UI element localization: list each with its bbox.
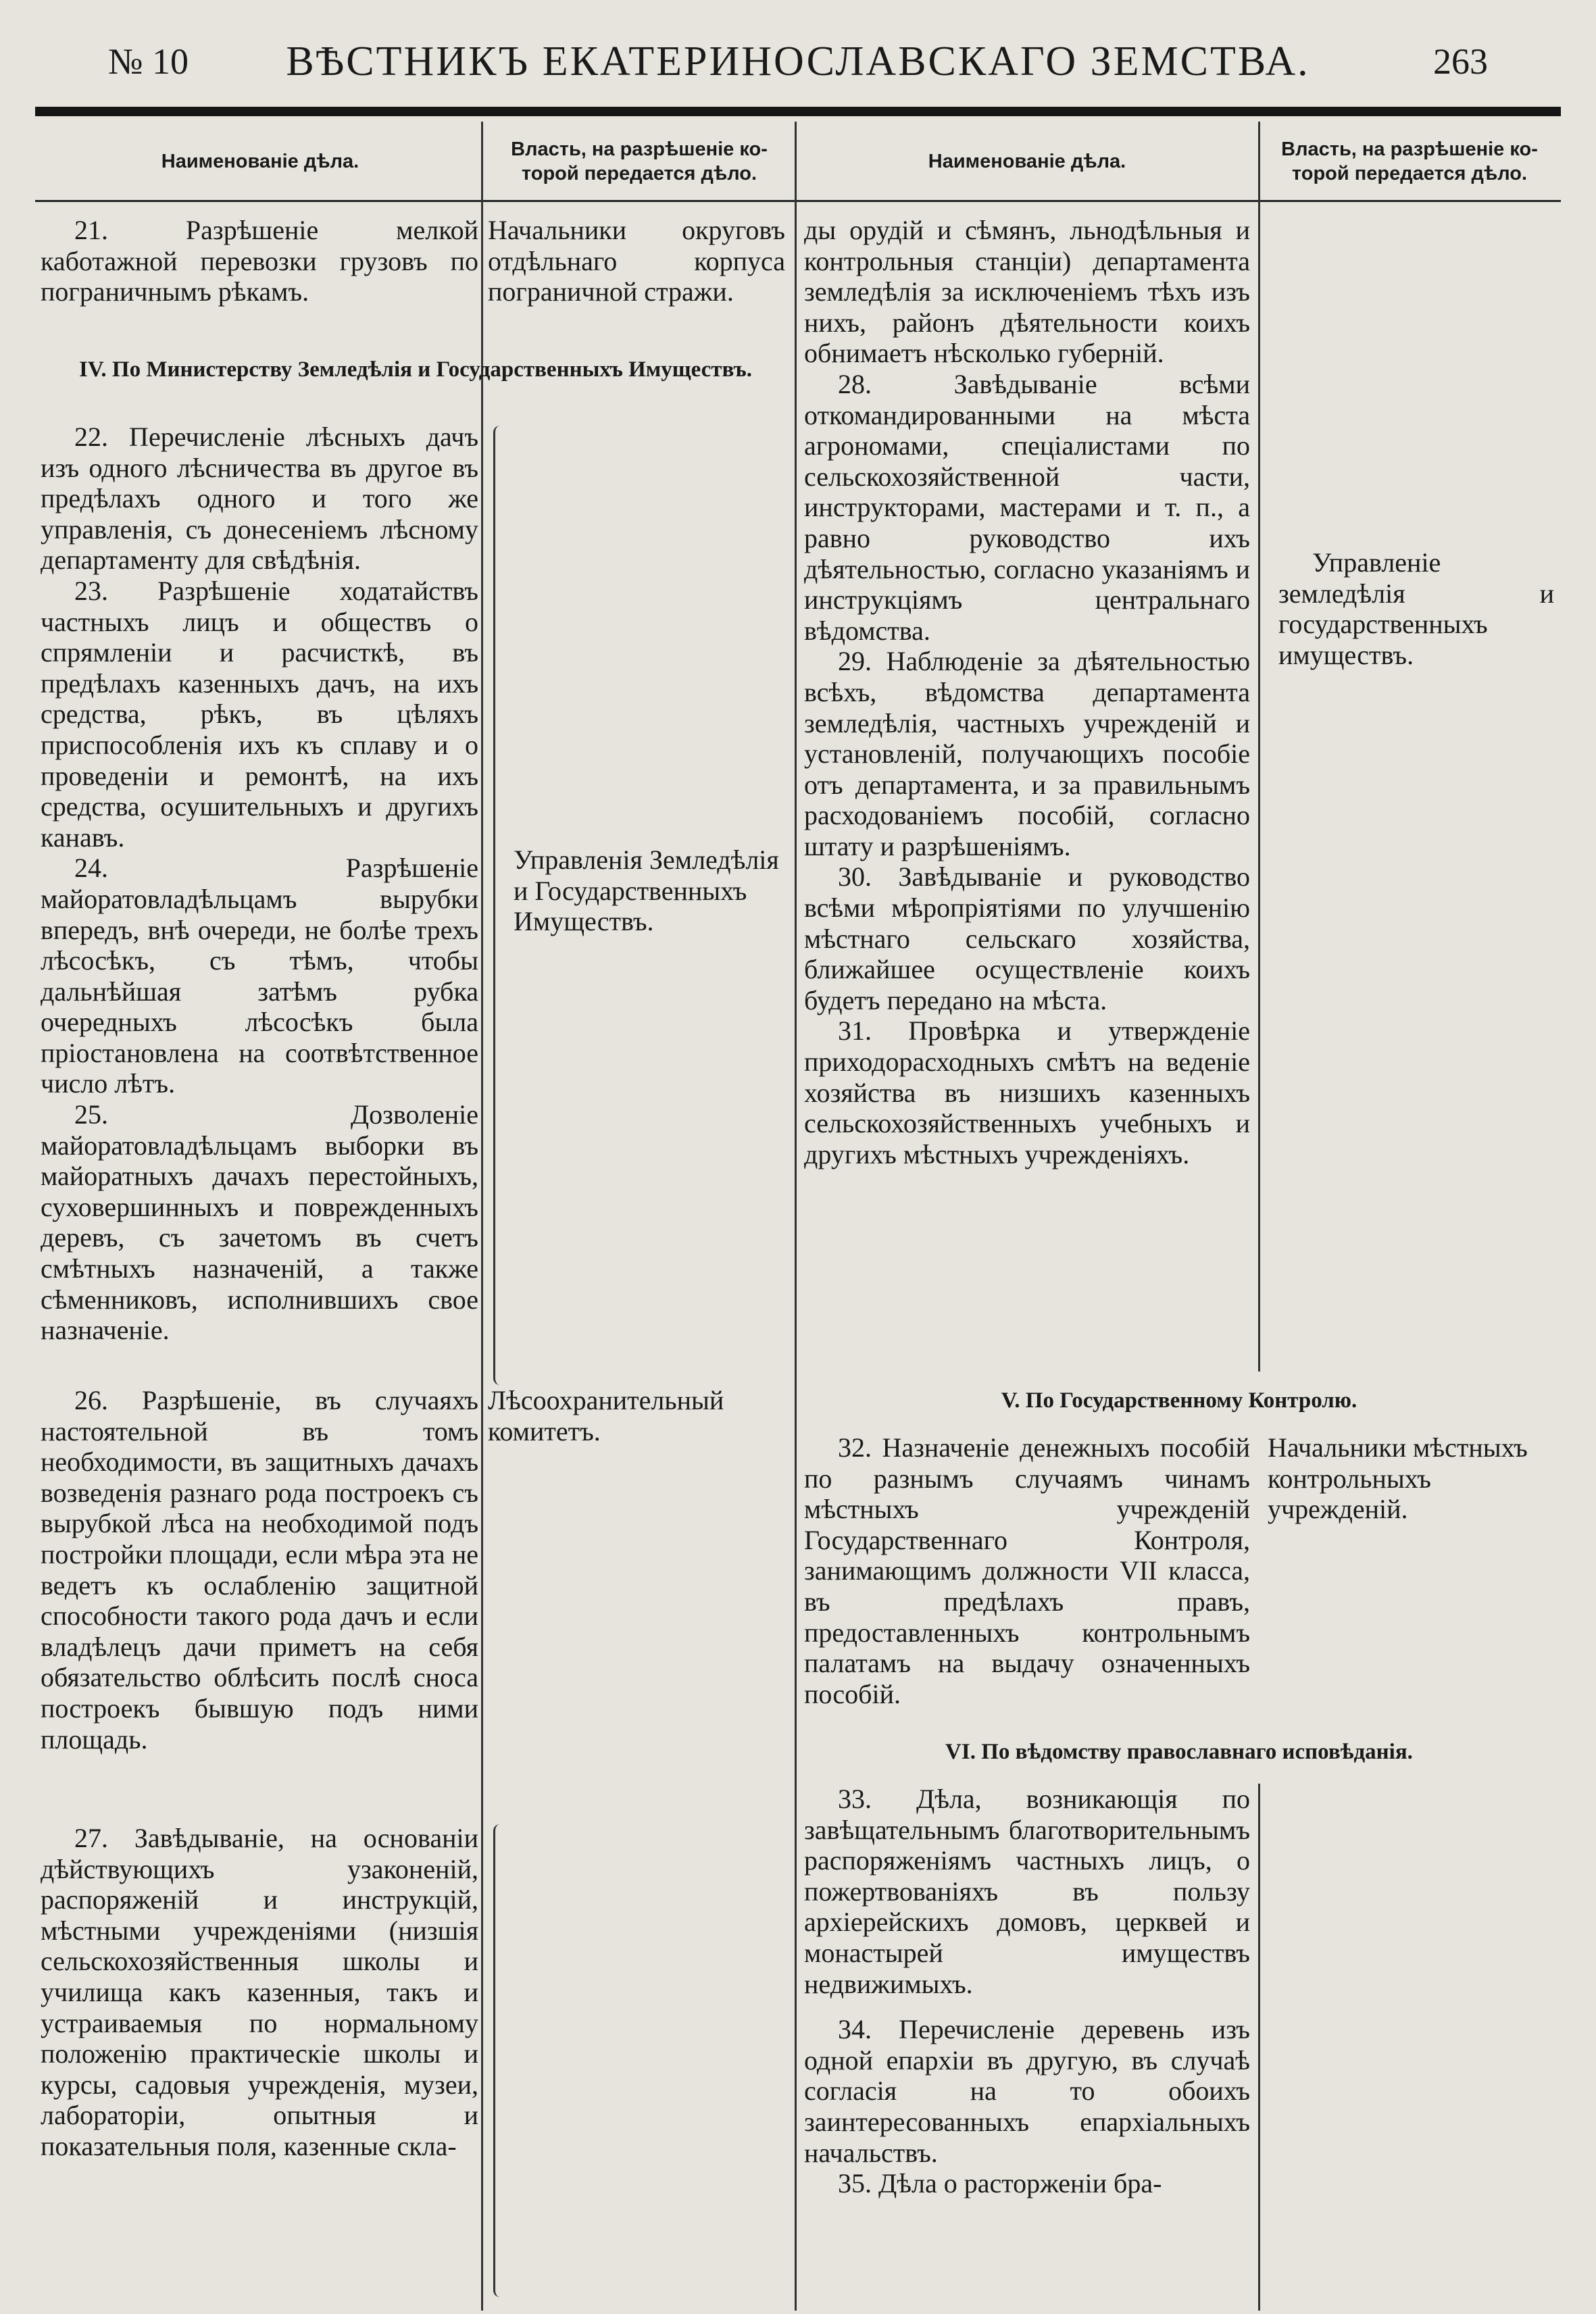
item-28: 28. Завѣдываніе всѣми откомандированными на мѣста агрономами, спеціалистами по сельскохозяйственной части, инструкторами, мастерами и т. п., а равно руководство ихъ дѣятельностью, согласно указаніямъ и инструкціямъ центральнаго вѣдомства. xyxy=(804,368,1250,646)
item-34: 34. Перечисленіе деревень изъ одной епархіи въ другую, въ случаѣ согласія на то обоихъ заинтересованныхъ епархіальныхъ начальствъ. xyxy=(804,2014,1250,2168)
right-column-divider-upper xyxy=(1258,122,1260,1372)
items-22-25 xyxy=(41,422,478,1346)
brace-22-25 xyxy=(493,426,505,1385)
item-32: 32. Назначеніе денежныхъ пособій по разнымъ случаямъ чинамъ мѣстныхъ учрежденій Государственнаго Контроля, занимающимъ должности VII класса, въ предѣлахъ правъ, предоставленныхъ контрольнымъ палатамъ на выдачу означенныхъ пособій. xyxy=(804,1432,1250,1709)
items-27-31-continued xyxy=(804,215,1250,1169)
authority-27-31: Управленіе земледѣлія и государственныхъ имуществъ. xyxy=(1278,547,1554,670)
journal-title: ВѢСТНИКЪ ЕКАТЕРИНОСЛАВСКАГО ЗЕМСТВА. xyxy=(286,39,1310,84)
header-bottom-rule xyxy=(35,200,1561,202)
left-column-divider xyxy=(481,122,483,2311)
section-iv-heading: IV. По Министерству Земледѣлія и Государственныхъ Имуществъ. xyxy=(78,357,753,382)
item-31: 31. Провѣрка и утвержденіе приходорасходныхъ смѣтъ на веденіе хозяйства въ низшихъ казенныхъ сельскохозяйственныхъ учебныхъ и другихъ мѣстныхъ учрежденіяхъ. xyxy=(804,1015,1250,1169)
issue-number: № 10 xyxy=(108,41,189,82)
section-v-heading: V. По Государственному Контролю. xyxy=(1001,1388,1357,1413)
item-22: 22. Перечисленіе лѣсныхъ дачъ изъ одного лѣсничества въ другое въ предѣлахъ одного и того же управленія, съ донесеніемъ лѣсному департаменту для свѣдѣнія. xyxy=(41,422,478,576)
left-name-header: Наименованіе дѣла. xyxy=(161,151,359,172)
item-30: 30. Завѣдываніе и руководство всѣми мѣропріятіями по улучшенію мѣстнаго сельскаго хозяйства, ближайшее осуществленіе коихъ будетъ передано на мѣста. xyxy=(804,861,1250,1015)
center-column-divider xyxy=(795,122,797,2311)
authority-21: Начальники округовъ отдѣльнаго корпуса пограничной стражи. xyxy=(488,215,785,307)
item-21: 21. Разрѣшеніе мелкой каботажной перевозки грузовъ по пограничнымъ рѣкамъ. xyxy=(41,215,478,307)
running-head xyxy=(0,34,1596,88)
header-rule xyxy=(35,107,1561,116)
brace-27 xyxy=(493,1824,505,2297)
section-vi-heading: VI. По вѣдомству православнаго исповѣданія. xyxy=(945,1740,1413,1764)
item-26: 26. Разрѣшеніе, въ случаяхъ настоятельной въ томъ необходимости, въ защитныхъ дачахъ возведенія разнаго рода построекъ съ вырубкой лѣса на необходимой подъ постройки площади, если мѣра эта не ведетъ къ ослабленію защитной способности такого рода дачъ и если владѣлецъ дачи приметъ на себя обязательство облѣсить послѣ сноса построекъ бывшую подъ ними площадь. xyxy=(41,1385,478,1755)
item-33: 33. Дѣла, возникающія по завѣщательнымъ благотворительнымъ распоряженіямъ частныхъ лицъ, о пожертвованіяхъ въ пользу архіерейскихъ домовъ, церквей и монастырей имуществъ недвижимыхъ. xyxy=(804,1784,1250,1999)
authority-32: Начальники мѣстныхъ контрольныхъ учрежденій. xyxy=(1268,1432,1528,1525)
item-35: 35. Дѣла о расторженіи бра- xyxy=(838,2168,1162,2199)
items-33-35 xyxy=(804,1784,1250,2199)
item-23: 23. Разрѣшеніе ходатайствъ частныхъ лицъ и обществъ о спрямленіи и расчисткѣ, въ предѣлахъ казенныхъ дачъ, на ихъ средства, рѣкъ, въ цѣляхъ приспособленія ихъ къ сплаву и о проведеніи и ремонтѣ, на ихъ средства, осушительныхъ и другихъ канавъ. xyxy=(41,575,478,853)
item-29: 29. Наблюденіе за дѣятельностью всѣхъ, вѣдомства департамента земледѣлія, частныхъ учрежденій и установленій, получающихъ пособіе отъ департамента, и за правильнымъ расходованіемъ пособій, согласно штату и разрѣшеніямъ. xyxy=(804,646,1250,861)
authority-22-25: Управленія Земледѣлія и Государственныхъ Имуществъ. xyxy=(514,845,779,937)
right-column-divider-lower xyxy=(1258,1784,1260,2311)
item-24: 24. Разрѣшеніе майоратовладѣльцамъ вырубки впередъ, внѣ очереди, не болѣе трехъ лѣсосѣкъ, съ тѣмъ, чтобы дальнѣйшая затѣмъ рубка очередныхъ лѣсосѣкъ была пріостановлена на соотвѣтственное число лѣтъ. xyxy=(41,853,478,1099)
left-authority-header: Власть, на разрѣшеніе ко-торой передается дѣло. xyxy=(511,139,768,184)
page-number: 263 xyxy=(1433,41,1488,82)
item-27-continued: ды орудій и сѣмянъ, льнодѣльныя и контрольныя станціи) департамента земледѣлія за исключеніемъ тѣхъ изъ нихъ, районъ дѣятельности коихъ обнимаетъ нѣсколько губерній. xyxy=(804,215,1250,369)
right-authority-header: Власть, на разрѣшеніе ко-торой передается дѣло. xyxy=(1281,139,1538,184)
right-name-header: Наименованіе дѣла. xyxy=(928,151,1126,172)
item-25: 25. Дозволеніе майоратовладѣльцамъ выборки въ майоратныхъ дачахъ перестойныхъ, суховершинныхъ и поврежденныхъ деревъ, съ зачетомъ въ счетъ смѣтныхъ назначеній, а также сѣменниковъ, исполнившихъ свое назначеніе. xyxy=(41,1099,478,1346)
item-27: 27. Завѣдываніе, на основаніи дѣйствующихъ узаконеній, распоряженій и инструкцій, мѣстными учрежденіями (низшія сельскохозяйственныя школы и училища какъ казенныя, такъ и устраиваемыя по нормальному положенію практическіе школы и курсы, садовыя учрежденія, музеи, лабораторіи, опытныя и показательныя поля, казенные скла- xyxy=(41,1823,478,2161)
authority-26: Лѣсоохранительный комитетъ. xyxy=(488,1385,724,1447)
